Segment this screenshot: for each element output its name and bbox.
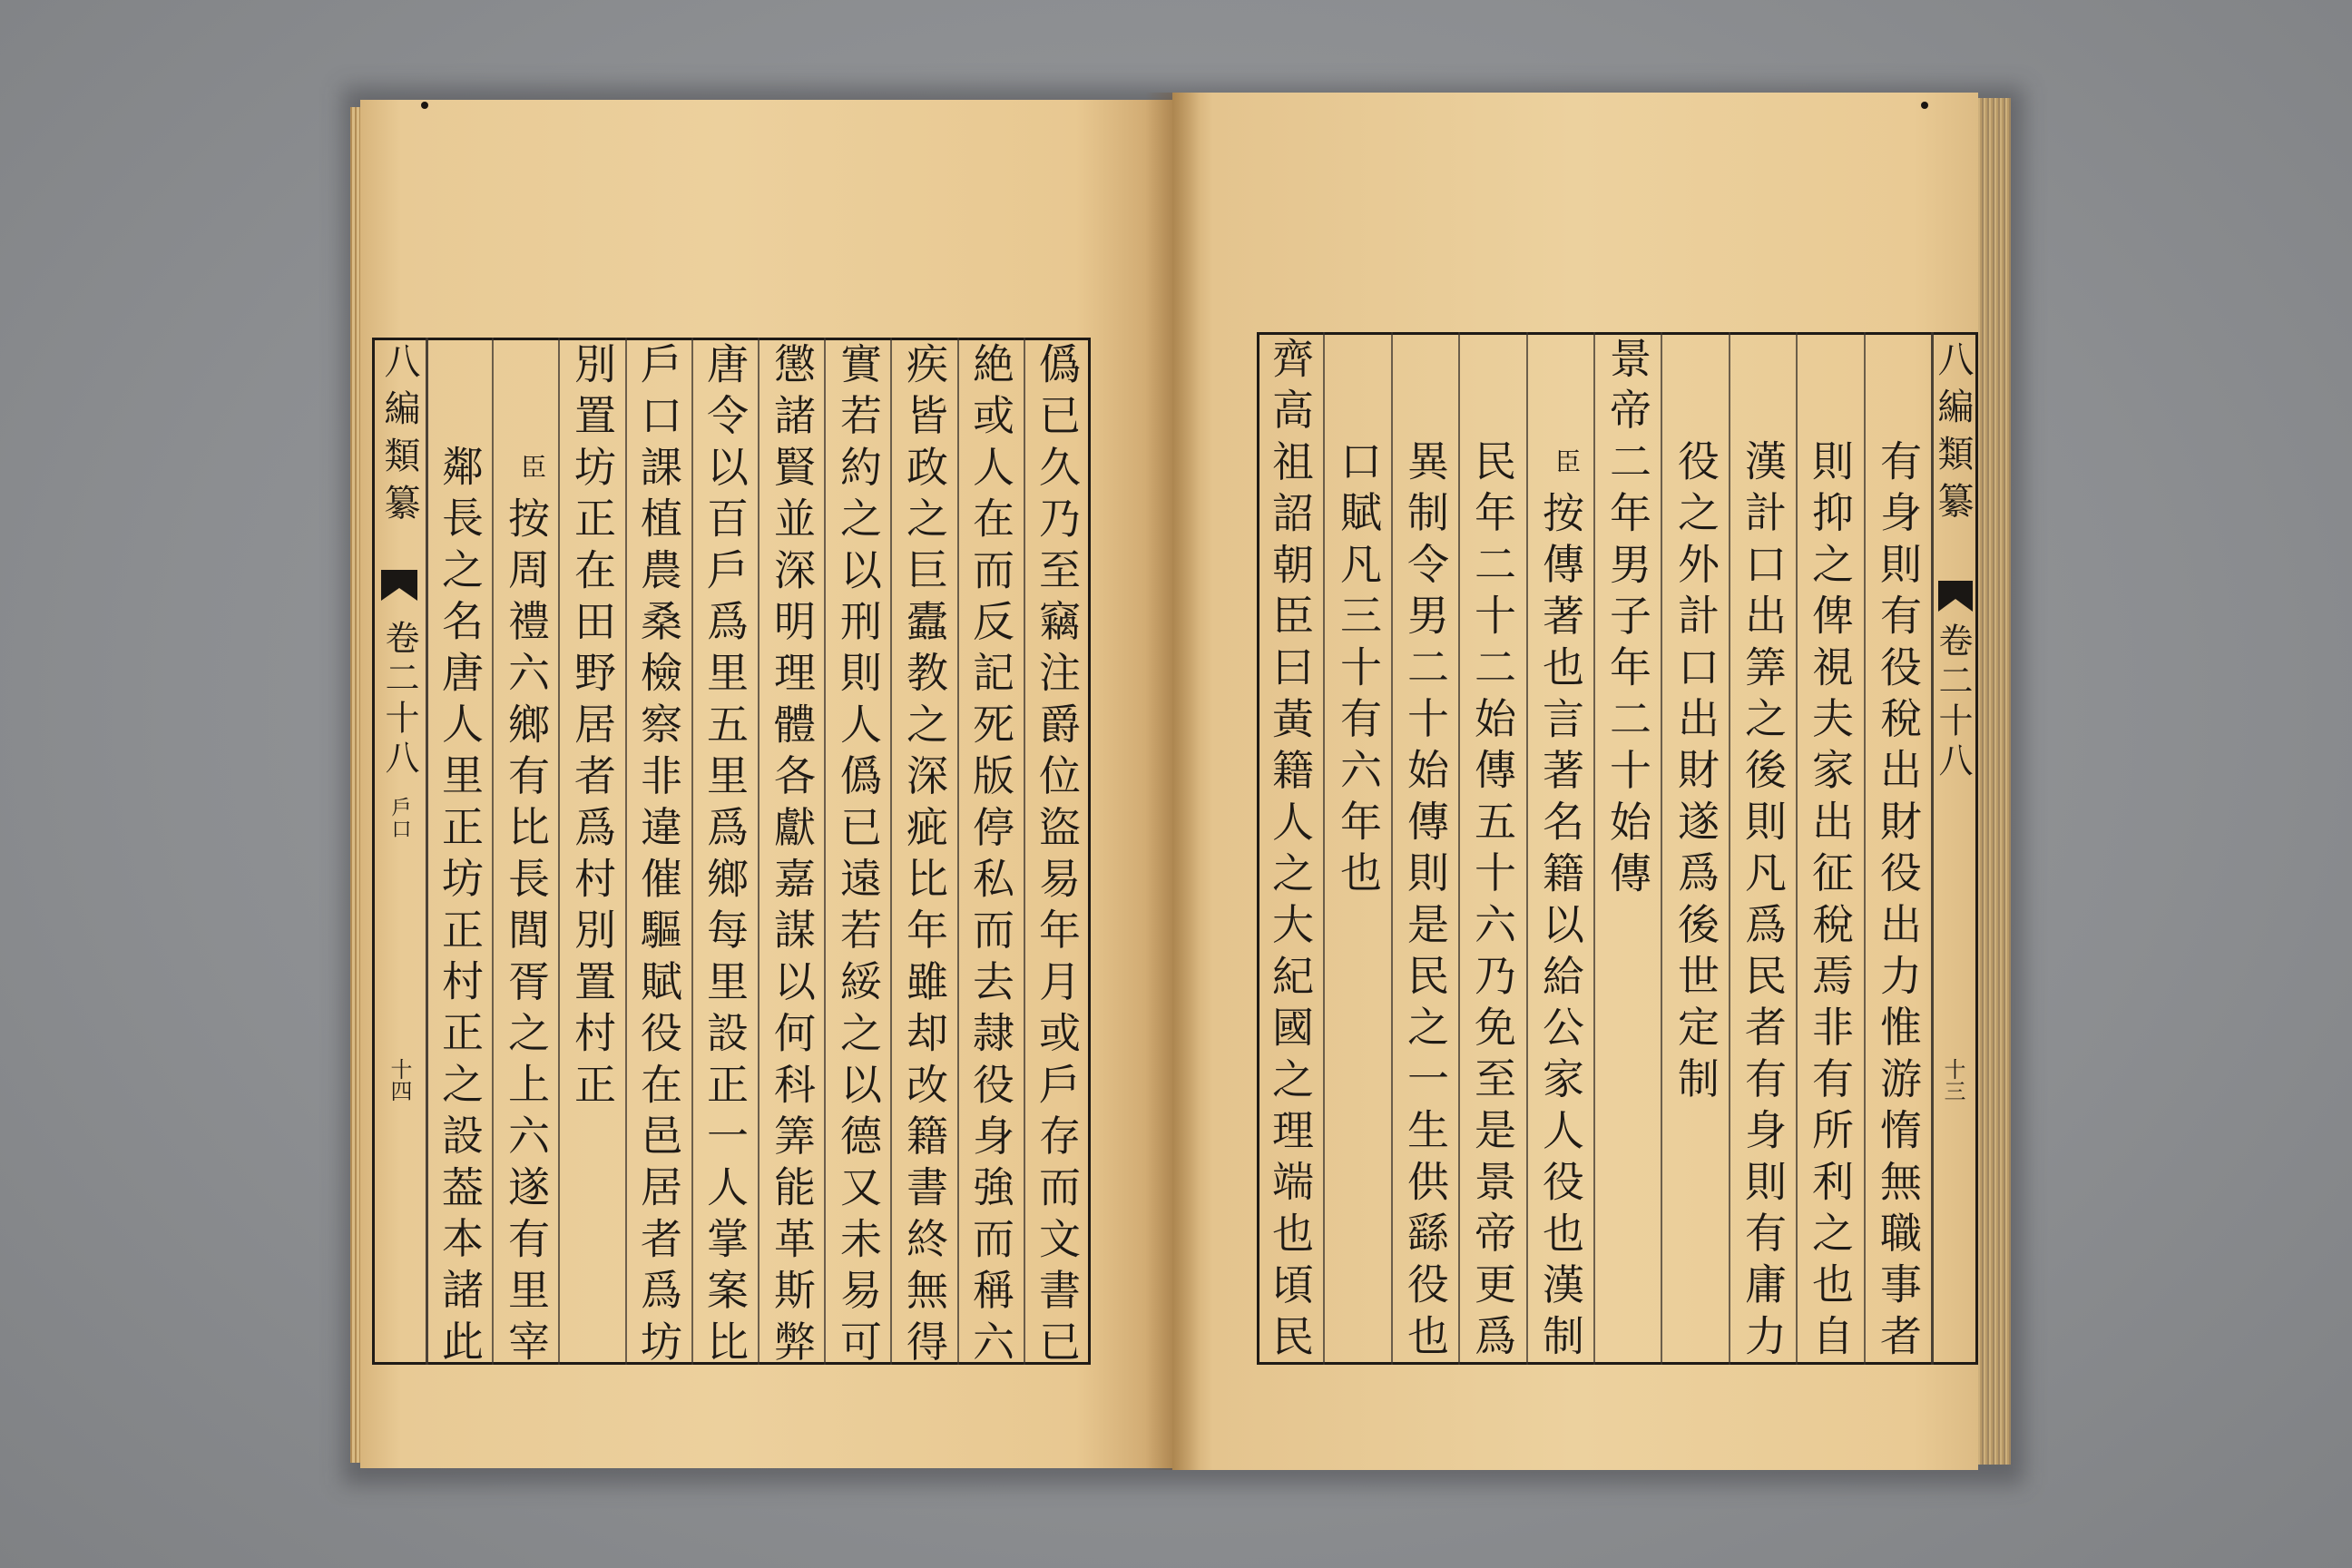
book-gutter bbox=[1145, 93, 1200, 1470]
right-page-stack-edge bbox=[1976, 98, 2011, 1465]
column-rule bbox=[1526, 332, 1528, 1365]
column-rule bbox=[758, 338, 760, 1365]
margin-volume: 卷二十八 bbox=[1933, 622, 1973, 782]
text-column: 有身則有役稅出財役出力惟游惰無職事者 bbox=[1874, 439, 1923, 1366]
text-column: 別置坊正在田野居者爲村別置村正 bbox=[568, 342, 617, 1114]
column-rule bbox=[1593, 332, 1595, 1365]
column-rule bbox=[558, 338, 560, 1365]
text-column: 漢計口出筭之後則凡爲民者有身則有庸力 bbox=[1739, 439, 1788, 1366]
text-column: 景帝二年男子年二十始傳 bbox=[1603, 337, 1652, 903]
text-column: 實若約之以刑則人僞已遠若綏之以德又未易可 bbox=[834, 342, 883, 1371]
text-column: 僞已久乃至竊注爵位盜易年月或戶存而文書已 bbox=[1033, 342, 1082, 1371]
column-rule bbox=[1796, 332, 1798, 1365]
center-column-divider bbox=[426, 338, 428, 1365]
column-rule bbox=[1024, 338, 1025, 1365]
text-column: 異制令男二十始傳則是民之一生供繇役也 bbox=[1401, 439, 1450, 1366]
fishtail-mark bbox=[1938, 581, 1973, 612]
text-column: 口賦凡三十有六年也 bbox=[1334, 439, 1383, 903]
text-column: 民年二十二始傳五十六乃免至是景帝更爲 bbox=[1468, 439, 1517, 1366]
column-rule bbox=[1661, 332, 1662, 1365]
margin-section: 戶口 bbox=[388, 797, 411, 840]
binding-hole bbox=[421, 102, 428, 109]
chen-marker: 臣 bbox=[1552, 448, 1582, 474]
column-rule bbox=[1391, 332, 1393, 1365]
margin-title: 八編類纂 bbox=[378, 342, 420, 531]
fishtail-mark bbox=[381, 570, 417, 601]
text-column: 疾皆政之巨蠹教之深疵比年雖却改籍書終無得 bbox=[900, 342, 949, 1371]
margin-leaf-number: 十三 bbox=[1940, 1058, 1965, 1102]
margin-title: 八編類纂 bbox=[1932, 340, 1974, 529]
column-rule bbox=[824, 338, 826, 1365]
text-column: 役之外計口出財遂爲後世定制 bbox=[1671, 439, 1720, 1109]
chen-marker: 臣 bbox=[517, 454, 547, 479]
column-rule bbox=[691, 338, 693, 1365]
column-rule bbox=[1323, 332, 1325, 1365]
column-rule bbox=[890, 338, 892, 1365]
text-column: 唐令以百戶爲里五里爲鄉每里設正一人掌案比 bbox=[701, 342, 750, 1371]
margin-volume: 卷二十八 bbox=[379, 620, 419, 779]
text-column: 按周禮六鄉有比長閭胥之上六遂有里宰 bbox=[502, 496, 551, 1371]
binding-hole bbox=[1921, 102, 1928, 109]
text-column: 按傳著也言著名籍以給公家人役也漢制 bbox=[1536, 491, 1585, 1366]
text-column: 則抑之俾視夫家出征稅焉非有所利之也自 bbox=[1806, 439, 1855, 1366]
column-rule bbox=[1729, 332, 1730, 1365]
text-column: 戶口課植農桑檢察非違催驅賦役在邑居者爲坊 bbox=[634, 342, 683, 1371]
text-column: 鄰長之名唐人里正坊正村正之設葢本諸此 bbox=[436, 445, 485, 1371]
text-column: 絶或人在而反記死版停私而去隷役身強而稱六 bbox=[966, 342, 1015, 1371]
column-rule bbox=[1864, 332, 1866, 1365]
column-rule bbox=[1458, 332, 1460, 1365]
column-rule bbox=[625, 338, 627, 1365]
column-rule bbox=[957, 338, 959, 1365]
column-rule bbox=[492, 338, 494, 1365]
text-column: 齊高祖詔朝臣曰黃籍人之大紀國之理端也頃民 bbox=[1266, 337, 1315, 1366]
text-column: 懲諸賢並深明理體各獻嘉謀以何科筭能革斯弊 bbox=[768, 342, 817, 1371]
margin-leaf-number: 十四 bbox=[387, 1058, 412, 1102]
